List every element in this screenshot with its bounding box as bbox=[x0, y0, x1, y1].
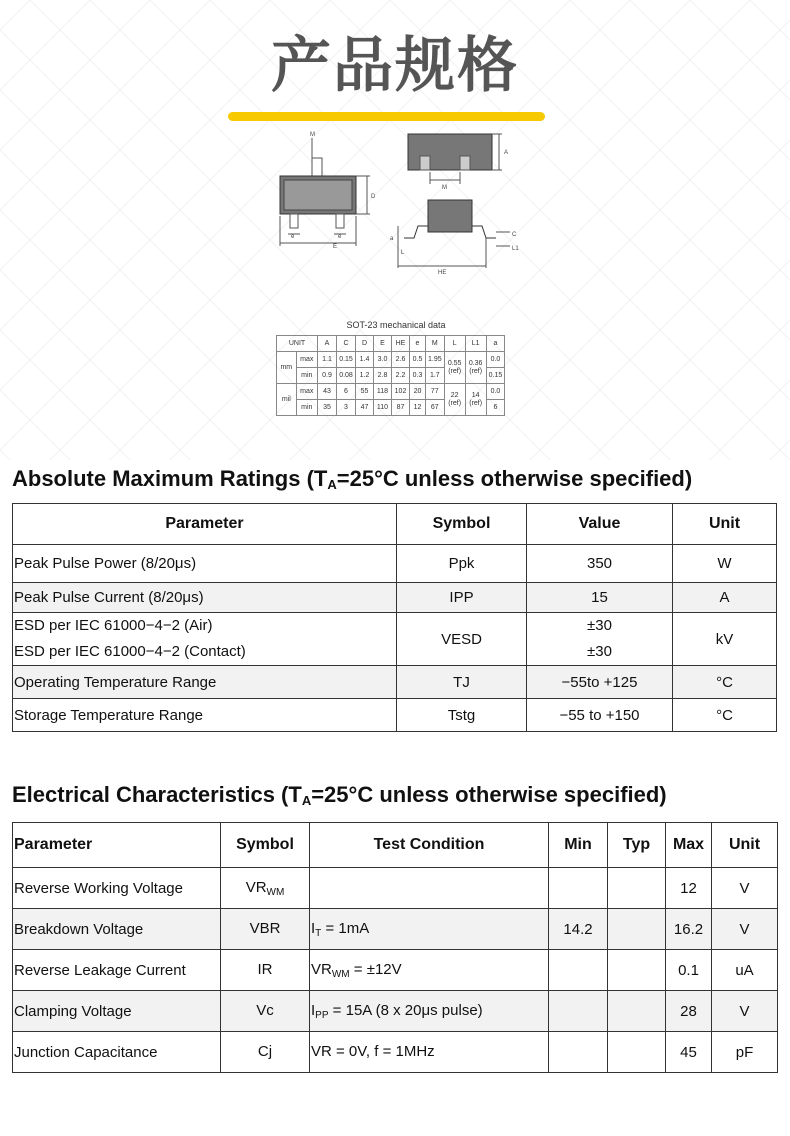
ec-symbol-main: VR bbox=[245, 878, 267, 896]
svg-text:e: e bbox=[291, 234, 295, 240]
amr-param: Peak Pulse Current (8/20μs) bbox=[13, 583, 397, 613]
ec-cond-post: = 15A (8 x 20μs pulse) bbox=[328, 1001, 483, 1019]
title-underline bbox=[228, 112, 545, 121]
ec-condition bbox=[310, 950, 549, 991]
table-row bbox=[13, 545, 777, 583]
amr-col-value: Value bbox=[527, 504, 673, 545]
ec-col-max: Max bbox=[666, 823, 712, 868]
ec-cond-pre: VR bbox=[311, 960, 332, 978]
mech-cell: 0.0 bbox=[486, 352, 505, 368]
ec-header-row bbox=[13, 823, 778, 868]
mech-cell: 6 bbox=[486, 400, 505, 416]
ec-cond-pre: VR = 0V, f = 1MHz bbox=[311, 1042, 435, 1060]
amr-col-symbol: Symbol bbox=[397, 504, 527, 545]
table-row bbox=[13, 909, 778, 950]
amr-value-line: ±30 bbox=[587, 643, 612, 660]
svg-text:C: C bbox=[512, 232, 517, 238]
amr-unit: °C bbox=[673, 666, 777, 699]
amr-value-line: ±30 bbox=[587, 617, 612, 634]
amr-value: 15 bbox=[527, 583, 673, 613]
mech-cell: 0.08 bbox=[337, 368, 356, 384]
table-row bbox=[13, 950, 778, 991]
mech-max-label: max bbox=[296, 384, 317, 400]
page-title: 产品规格 bbox=[271, 31, 519, 101]
mech-cell: 35 bbox=[318, 400, 337, 416]
amr-value: −55 to +150 bbox=[527, 699, 673, 732]
amr-symbol: VESD bbox=[397, 613, 527, 666]
ec-condition bbox=[310, 991, 549, 1032]
svg-text:e: e bbox=[338, 234, 342, 240]
mech-max-label: max bbox=[296, 352, 317, 368]
amr-value bbox=[527, 613, 673, 666]
ec-cond-sub: T bbox=[315, 927, 322, 939]
svg-text:D: D bbox=[371, 194, 376, 200]
svg-text:L1: L1 bbox=[512, 246, 519, 252]
mech-col-e: E bbox=[374, 336, 392, 352]
ec-symbol bbox=[221, 1032, 310, 1073]
ec-symbol-main: VBR bbox=[249, 919, 281, 937]
mech-col-l: L bbox=[444, 336, 465, 352]
svg-text:A: A bbox=[504, 150, 509, 156]
ec-typ bbox=[608, 950, 666, 991]
amr-symbol: IPP bbox=[397, 583, 527, 613]
mech-cell: 0.5 bbox=[410, 352, 426, 368]
ec-cond-post: = ±12V bbox=[349, 960, 402, 978]
amr-unit: °C bbox=[673, 699, 777, 732]
ec-param: Breakdown Voltage bbox=[13, 909, 221, 950]
mech-cell: 77 bbox=[426, 384, 445, 400]
ec-cond-post: = 1mA bbox=[321, 919, 370, 937]
ec-heading-pre: Electrical Characteristics (T bbox=[12, 782, 302, 807]
svg-text:L: L bbox=[401, 250, 405, 256]
ec-col-parameter: Parameter bbox=[13, 823, 221, 868]
mech-col-e-small: e bbox=[410, 336, 426, 352]
ec-symbol bbox=[221, 868, 310, 909]
mech-cell: 118 bbox=[374, 384, 392, 400]
svg-text:M: M bbox=[310, 132, 315, 138]
ec-cond-pre: I bbox=[311, 1001, 316, 1019]
ec-cond-sub: PP bbox=[315, 1009, 329, 1021]
mechanical-data-table bbox=[276, 335, 505, 416]
ec-unit: V bbox=[712, 909, 778, 950]
ec-min bbox=[549, 950, 608, 991]
svg-text:a: a bbox=[390, 236, 394, 242]
ec-symbol bbox=[221, 991, 310, 1032]
amr-unit: A bbox=[673, 583, 777, 613]
amr-unit: kV bbox=[673, 613, 777, 666]
mech-col-he: HE bbox=[392, 336, 410, 352]
ec-col-min: Min bbox=[549, 823, 608, 868]
table-row bbox=[13, 583, 777, 613]
mech-cell: 12 bbox=[410, 400, 426, 416]
amr-header-row bbox=[13, 504, 777, 545]
amr-table bbox=[12, 503, 777, 732]
svg-text:E: E bbox=[333, 244, 338, 250]
ec-param: Reverse Working Voltage bbox=[13, 868, 221, 909]
ec-typ bbox=[608, 991, 666, 1032]
table-row bbox=[13, 666, 777, 699]
ec-max: 45 bbox=[666, 1032, 712, 1073]
mech-header-row bbox=[277, 336, 505, 352]
mech-cell: 87 bbox=[392, 400, 410, 416]
mech-cell: 0.9 bbox=[318, 368, 337, 384]
ec-heading-post: =25°C unless otherwise specified) bbox=[311, 782, 667, 807]
mech-cell: 0.15 bbox=[486, 368, 505, 384]
mech-cell: 3.0 bbox=[374, 352, 392, 368]
ec-unit: pF bbox=[712, 1032, 778, 1073]
amr-unit: W bbox=[673, 545, 777, 583]
mech-min-label: min bbox=[296, 368, 317, 384]
mech-cell: 3 bbox=[337, 400, 356, 416]
mech-cell: 102 bbox=[392, 384, 410, 400]
sot23-package-drawing bbox=[270, 128, 530, 278]
mech-cell: 47 bbox=[356, 400, 374, 416]
table-row bbox=[13, 1032, 778, 1073]
amr-symbol: Ppk bbox=[397, 545, 527, 583]
ec-typ bbox=[608, 868, 666, 909]
amr-param: Storage Temperature Range bbox=[13, 699, 397, 732]
mech-cell: 20 bbox=[410, 384, 426, 400]
ec-col-test-condition: Test Condition bbox=[310, 823, 549, 868]
amr-heading-sub: A bbox=[327, 477, 337, 492]
ec-col-unit: Unit bbox=[712, 823, 778, 868]
amr-value: −55to +125 bbox=[527, 666, 673, 699]
mech-row-mm-max bbox=[277, 352, 505, 368]
ec-param: Junction Capacitance bbox=[13, 1032, 221, 1073]
mech-row-mil-max bbox=[277, 384, 505, 400]
mech-cell: 22 (ref) bbox=[444, 384, 465, 416]
mech-cell: 2.8 bbox=[374, 368, 392, 384]
ec-min bbox=[549, 868, 608, 909]
amr-param bbox=[13, 613, 397, 666]
amr-param-line: ESD per IEC 61000−4−2 (Contact) bbox=[14, 643, 246, 660]
mech-cell: 0.15 bbox=[337, 352, 356, 368]
mech-cell: 110 bbox=[374, 400, 392, 416]
ec-param: Clamping Voltage bbox=[13, 991, 221, 1032]
ec-condition bbox=[310, 868, 549, 909]
ec-unit: V bbox=[712, 868, 778, 909]
mech-cell: 0.36 (ref) bbox=[465, 352, 486, 384]
ec-symbol-main: IR bbox=[257, 960, 273, 978]
mech-unit-mm: mm bbox=[277, 352, 297, 384]
ec-col-typ: Typ bbox=[608, 823, 666, 868]
mech-cell: 6 bbox=[337, 384, 356, 400]
ec-max: 16.2 bbox=[666, 909, 712, 950]
mech-cell: 0.55 (ref) bbox=[444, 352, 465, 384]
table-row bbox=[13, 613, 777, 666]
ec-col-symbol: Symbol bbox=[221, 823, 310, 868]
amr-param: Operating Temperature Range bbox=[13, 666, 397, 699]
ec-condition bbox=[310, 1032, 549, 1073]
ec-symbol-main: Cj bbox=[257, 1042, 273, 1060]
amr-symbol: TJ bbox=[397, 666, 527, 699]
ec-heading-sub: A bbox=[301, 793, 312, 808]
ec-typ bbox=[608, 1032, 666, 1073]
mech-cell: 1.95 bbox=[426, 352, 445, 368]
ec-param: Reverse Leakage Current bbox=[13, 950, 221, 991]
ec-symbol-main: Vc bbox=[256, 1001, 274, 1019]
mech-cell: 0.3 bbox=[410, 368, 426, 384]
ec-symbol bbox=[221, 909, 310, 950]
table-row bbox=[13, 991, 778, 1032]
mech-cell: 14 (ref) bbox=[465, 384, 486, 416]
amr-value: 350 bbox=[527, 545, 673, 583]
ec-symbol-sub: WM bbox=[266, 886, 285, 898]
ec-table bbox=[12, 822, 778, 1073]
table-row bbox=[13, 699, 777, 732]
mech-col-unit: UNIT bbox=[277, 336, 318, 352]
ec-cond-pre: I bbox=[311, 919, 316, 937]
amr-col-parameter: Parameter bbox=[13, 504, 397, 545]
ec-condition bbox=[310, 909, 549, 950]
table-row bbox=[13, 868, 778, 909]
ec-cond-sub: WM bbox=[331, 968, 350, 980]
amr-symbol: Tstg bbox=[397, 699, 527, 732]
ec-max: 0.1 bbox=[666, 950, 712, 991]
mech-cell: 0.0 bbox=[486, 384, 505, 400]
mech-col-d: D bbox=[356, 336, 374, 352]
ec-min bbox=[549, 991, 608, 1032]
mech-cell: 67 bbox=[426, 400, 445, 416]
ec-symbol bbox=[221, 950, 310, 991]
amr-param: Peak Pulse Power (8/20μs) bbox=[13, 545, 397, 583]
mech-col-l1: L1 bbox=[465, 336, 486, 352]
amr-col-unit: Unit bbox=[673, 504, 777, 545]
mech-unit-mil: mil bbox=[277, 384, 297, 416]
ec-unit: V bbox=[712, 991, 778, 1032]
amr-heading bbox=[12, 466, 692, 492]
amr-param-line: ESD per IEC 61000−4−2 (Air) bbox=[14, 617, 213, 634]
svg-text:M: M bbox=[442, 185, 447, 191]
mech-col-m: M bbox=[426, 336, 445, 352]
ec-min: 14.2 bbox=[549, 909, 608, 950]
mech-col-c: C bbox=[337, 336, 356, 352]
mech-min-label: min bbox=[296, 400, 317, 416]
mech-cell: 55 bbox=[356, 384, 374, 400]
mech-col-a: A bbox=[318, 336, 337, 352]
mech-cell: 43 bbox=[318, 384, 337, 400]
ec-max: 28 bbox=[666, 991, 712, 1032]
ec-min bbox=[549, 1032, 608, 1073]
ec-max: 12 bbox=[666, 868, 712, 909]
ec-heading bbox=[12, 782, 667, 808]
mech-cell: 1.2 bbox=[356, 368, 374, 384]
amr-heading-pre: Absolute Maximum Ratings (T bbox=[12, 466, 328, 491]
mech-cell: 1.7 bbox=[426, 368, 445, 384]
mech-cell: 1.1 bbox=[318, 352, 337, 368]
mech-cell: 2.2 bbox=[392, 368, 410, 384]
svg-text:HE: HE bbox=[438, 270, 447, 276]
mechanical-data-title: SOT-23 mechanical data bbox=[346, 320, 446, 330]
amr-heading-post: =25°C unless otherwise specified) bbox=[336, 466, 693, 491]
mech-col-angle: a bbox=[486, 336, 505, 352]
ec-unit: uA bbox=[712, 950, 778, 991]
ec-typ bbox=[608, 909, 666, 950]
mech-cell: 1.4 bbox=[356, 352, 374, 368]
mech-cell: 2.6 bbox=[392, 352, 410, 368]
